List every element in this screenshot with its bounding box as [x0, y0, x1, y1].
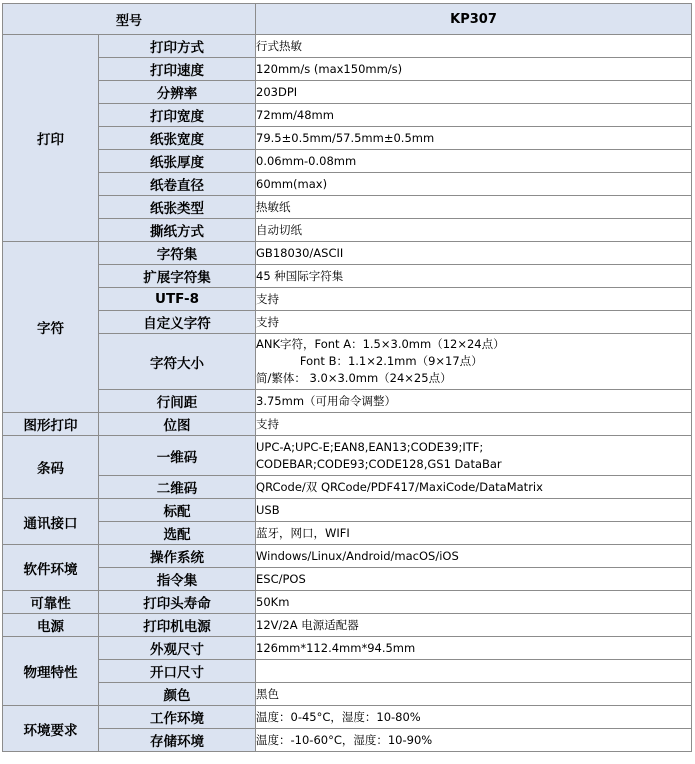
category-cell: 条码 — [3, 436, 99, 499]
spec-row — [3, 413, 692, 436]
value-line: 自动切纸 — [256, 222, 303, 237]
item-value — [256, 637, 692, 660]
spec-row — [3, 729, 692, 752]
item-label: 开口尺寸 — [99, 660, 256, 683]
value-line: 0.06mm-0.08mm — [256, 153, 357, 168]
item-label: 打印宽度 — [99, 104, 256, 127]
category-cell: 图形打印 — [3, 413, 99, 436]
item-value — [256, 436, 692, 476]
spec-table — [2, 3, 692, 752]
value-line: 支持 — [256, 416, 280, 431]
item-value — [256, 660, 692, 683]
value-line: Windows/Linux/Android/macOS/iOS — [256, 548, 459, 563]
value-line: 72mm/48mm — [256, 107, 334, 122]
spec-row — [3, 591, 692, 614]
spec-row — [3, 334, 692, 390]
value-line: Font B：1.1×2.1mm（9×17点） — [256, 354, 483, 368]
item-value — [256, 390, 692, 413]
item-value — [256, 196, 692, 219]
spec-row — [3, 568, 692, 591]
value-line: 203DPI — [256, 84, 298, 99]
category-cell: 通讯接口 — [3, 499, 99, 545]
item-label: UTF-8 — [99, 288, 256, 311]
spec-row — [3, 660, 692, 683]
item-value — [256, 522, 692, 545]
item-label: 撕纸方式 — [99, 219, 256, 242]
item-value — [256, 81, 692, 104]
item-label: 选配 — [99, 522, 256, 545]
item-label: 二维码 — [99, 476, 256, 499]
spec-row — [3, 311, 692, 334]
item-value — [256, 334, 692, 390]
value-line: 120mm/s (max150mm/s) — [256, 61, 403, 76]
spec-row — [3, 150, 692, 173]
item-value — [256, 499, 692, 522]
value-line: UPC-A;UPC-E;EAN8,EAN13;CODE39;ITF; — [256, 439, 484, 454]
category-cell: 软件环境 — [3, 545, 99, 591]
spec-row — [3, 522, 692, 545]
spec-row — [3, 390, 692, 413]
header-row — [3, 4, 692, 35]
item-label: 颜色 — [99, 683, 256, 706]
item-value — [256, 706, 692, 729]
category-cell: 可靠性 — [3, 591, 99, 614]
item-label: 扩展字符集 — [99, 265, 256, 288]
spec-row — [3, 265, 692, 288]
value-line: 蓝牙，网口，WIFI — [256, 525, 350, 540]
value-line: USB — [256, 502, 280, 517]
item-value — [256, 35, 692, 58]
spec-table-body — [3, 4, 692, 752]
spec-row — [3, 35, 692, 58]
value-line: 12V/2A 电源适配器 — [256, 617, 359, 632]
item-label: 打印方式 — [99, 35, 256, 58]
value-line: ESC/POS — [256, 571, 306, 586]
spec-row — [3, 58, 692, 81]
item-value — [256, 545, 692, 568]
value-line: CODEBAR;CODE93;CODE128,GS1 DataBar — [256, 456, 502, 471]
item-label: 打印头寿命 — [99, 591, 256, 614]
item-label: 工作环境 — [99, 706, 256, 729]
item-label: 一维码 — [99, 436, 256, 476]
item-value — [256, 150, 692, 173]
value-line: 79.5±0.5mm/57.5mm±0.5mm — [256, 130, 435, 145]
value-line: 温度：0-45°C，湿度：10-80% — [256, 709, 421, 724]
item-value — [256, 58, 692, 81]
spec-row — [3, 219, 692, 242]
item-label: 标配 — [99, 499, 256, 522]
item-label: 操作系统 — [99, 545, 256, 568]
value-line: 支持 — [256, 291, 280, 306]
value-line: 温度：-10-60°C，湿度：10-90% — [256, 732, 433, 747]
spec-row — [3, 614, 692, 637]
item-label: 纸张类型 — [99, 196, 256, 219]
item-value — [256, 242, 692, 265]
item-label: 行间距 — [99, 390, 256, 413]
item-label: 打印机电源 — [99, 614, 256, 637]
spec-row — [3, 683, 692, 706]
item-label: 指令集 — [99, 568, 256, 591]
item-value — [256, 311, 692, 334]
item-value — [256, 219, 692, 242]
item-value — [256, 476, 692, 499]
value-line: 45 种国际字符集 — [256, 268, 344, 283]
value-line: ANK字符，Font A：1.5×3.0mm（12×24点） — [256, 337, 505, 351]
spec-row — [3, 127, 692, 150]
item-label: 存储环境 — [99, 729, 256, 752]
item-value — [256, 683, 692, 706]
spec-row — [3, 436, 692, 476]
item-label: 纸张宽度 — [99, 127, 256, 150]
spec-row — [3, 288, 692, 311]
item-label: 字符集 — [99, 242, 256, 265]
value-line: 支持 — [256, 314, 280, 329]
spec-row — [3, 706, 692, 729]
spec-row — [3, 81, 692, 104]
item-label: 分辨率 — [99, 81, 256, 104]
spec-row — [3, 637, 692, 660]
spec-row — [3, 242, 692, 265]
spec-row — [3, 545, 692, 568]
value-line: 126mm*112.4mm*94.5mm — [256, 640, 416, 655]
value-line: QRCode/双 QRCode/PDF417/MaxiCode/DataMatrix — [256, 479, 543, 494]
item-value — [256, 265, 692, 288]
item-label: 自定义字符 — [99, 311, 256, 334]
value-line: 黑色 — [256, 686, 280, 701]
item-value — [256, 173, 692, 196]
item-value — [256, 104, 692, 127]
value-line: 行式热敏 — [256, 38, 303, 53]
category-cell: 物理特性 — [3, 637, 99, 706]
spec-row — [3, 476, 692, 499]
item-label: 纸卷直径 — [99, 173, 256, 196]
category-cell: 打印 — [3, 35, 99, 242]
item-value — [256, 568, 692, 591]
value-line: 50Km — [256, 594, 290, 609]
item-value — [256, 591, 692, 614]
value-line: 3.75mm（可用命令调整） — [256, 393, 397, 408]
header-model-label: 型号 — [3, 4, 256, 35]
item-value — [256, 413, 692, 436]
item-value — [256, 288, 692, 311]
item-label: 打印速度 — [99, 58, 256, 81]
item-value — [256, 729, 692, 752]
value-line: 热敏纸 — [256, 199, 291, 214]
item-value — [256, 127, 692, 150]
category-cell: 字符 — [3, 242, 99, 413]
value-line: 简/繁体： 3.0×3.0mm（24×25点） — [256, 371, 452, 385]
spec-row — [3, 499, 692, 522]
spec-row — [3, 104, 692, 127]
category-cell: 环境要求 — [3, 706, 99, 752]
spec-row — [3, 196, 692, 219]
value-line: 60mm(max) — [256, 176, 328, 191]
item-label: 纸张厚度 — [99, 150, 256, 173]
value-line: GB18030/ASCII — [256, 245, 344, 260]
item-label: 字符大小 — [99, 334, 256, 390]
item-value — [256, 614, 692, 637]
item-label: 位图 — [99, 413, 256, 436]
category-cell: 电源 — [3, 614, 99, 637]
header-model-value: KP307 — [256, 4, 692, 35]
spec-row — [3, 173, 692, 196]
item-label: 外观尺寸 — [99, 637, 256, 660]
